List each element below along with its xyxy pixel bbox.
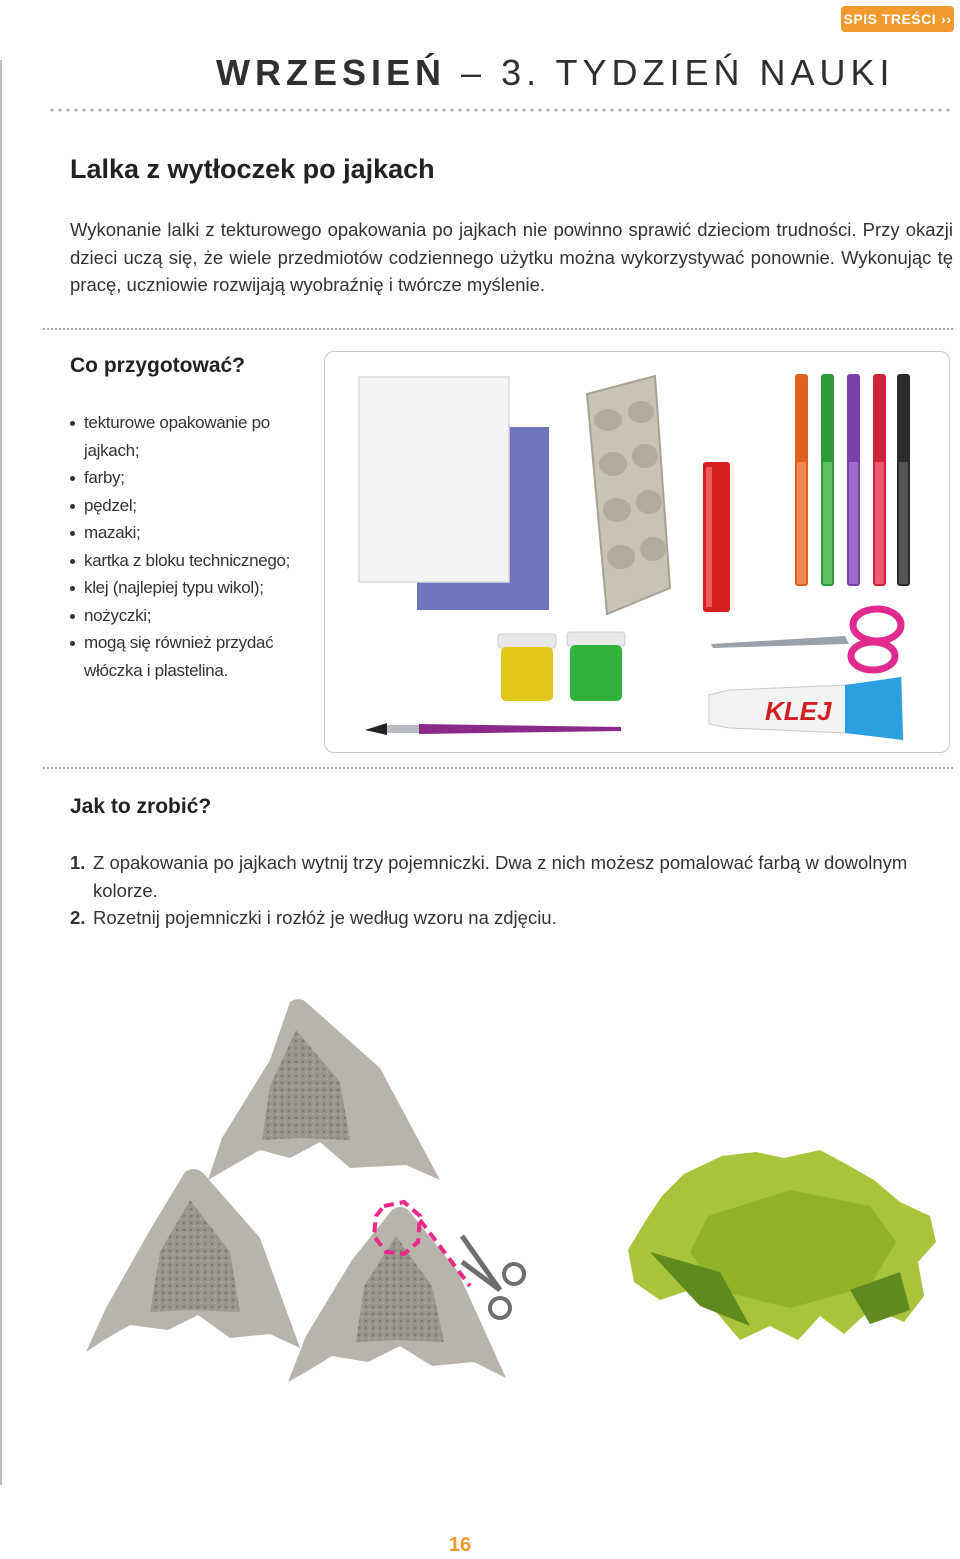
scissors-image (711, 609, 901, 670)
egg-cup-piece (288, 1207, 506, 1382)
list-item (70, 849, 955, 904)
toc-label: SPIS TREŚCI (843, 11, 937, 27)
list-item (70, 904, 955, 932)
steps-list (70, 849, 955, 932)
materials-photo (324, 351, 950, 753)
header-dotted-divider (48, 108, 954, 112)
step-number: 2. (70, 907, 86, 928)
lesson-intro: Wykonanie lalki z tekturowego opakowania po jajkach nie powinno sprawić dzieciom trudności. Przy okazji dzieci uczą się, że wiele przedmiotów codziennego użytku można wykorzystywać ponownie. Wykonując tę pracę, uczniowie rozwijają wyobraźnię i twórcze myślenie. (70, 219, 953, 295)
section-divider (42, 328, 954, 330)
paintbrush-image (365, 723, 621, 735)
list-item: klej (najlepiej typu wikol); (70, 574, 320, 602)
glue-tube-image (709, 677, 903, 740)
list-item: pędzel; (70, 492, 320, 520)
list-item: farby; (70, 464, 320, 492)
paint-jars-image (498, 632, 625, 701)
materials-list (70, 409, 320, 684)
egg-cup-piece (208, 999, 440, 1180)
glue-label: KLEJ (765, 696, 832, 726)
header-month: WRZESIEŃ (216, 52, 447, 93)
prepare-heading: Co przygotować? (70, 354, 246, 377)
chevron-right-icon: ›› (941, 11, 952, 27)
list-item: nożyczki; (70, 602, 320, 630)
green-painted-piece (628, 1150, 936, 1340)
section-divider (42, 767, 954, 769)
white-paper-sheet (359, 377, 509, 582)
header-dash: – (461, 52, 487, 93)
list-item: kartka z bloku technicznego; (70, 547, 320, 575)
markers-image (795, 374, 910, 586)
step-text: Rozetnij pojemniczki i rozłóż je według wzoru na zdjęciu. (93, 907, 557, 928)
list-item: mazaki; (70, 519, 320, 547)
egg-carton-steps-photo (0, 990, 960, 1410)
table-of-contents-button[interactable] (841, 6, 954, 32)
howto-heading: Jak to zrobić? (70, 795, 212, 818)
egg-carton-image (587, 376, 670, 614)
egg-cup-piece (86, 1169, 300, 1352)
step-text: Z opakowania po jajkach wytnij trzy pojemniczki. Dwa z nich możesz pomalować farbą w dowolnym kolorze. (93, 852, 908, 901)
header-week: 3. TYDZIEŃ NAUKI (501, 52, 895, 93)
page-number: 16 (448, 1534, 472, 1556)
step-number: 1. (70, 852, 86, 873)
lesson-title: Lalka z wytłoczek po jajkach (70, 154, 435, 184)
list-item: tekturowe opakowanie po jajkach; (70, 409, 320, 464)
list-item: mogą się również przydać włóczka i plastelina. (70, 629, 320, 684)
page-header (216, 52, 936, 94)
